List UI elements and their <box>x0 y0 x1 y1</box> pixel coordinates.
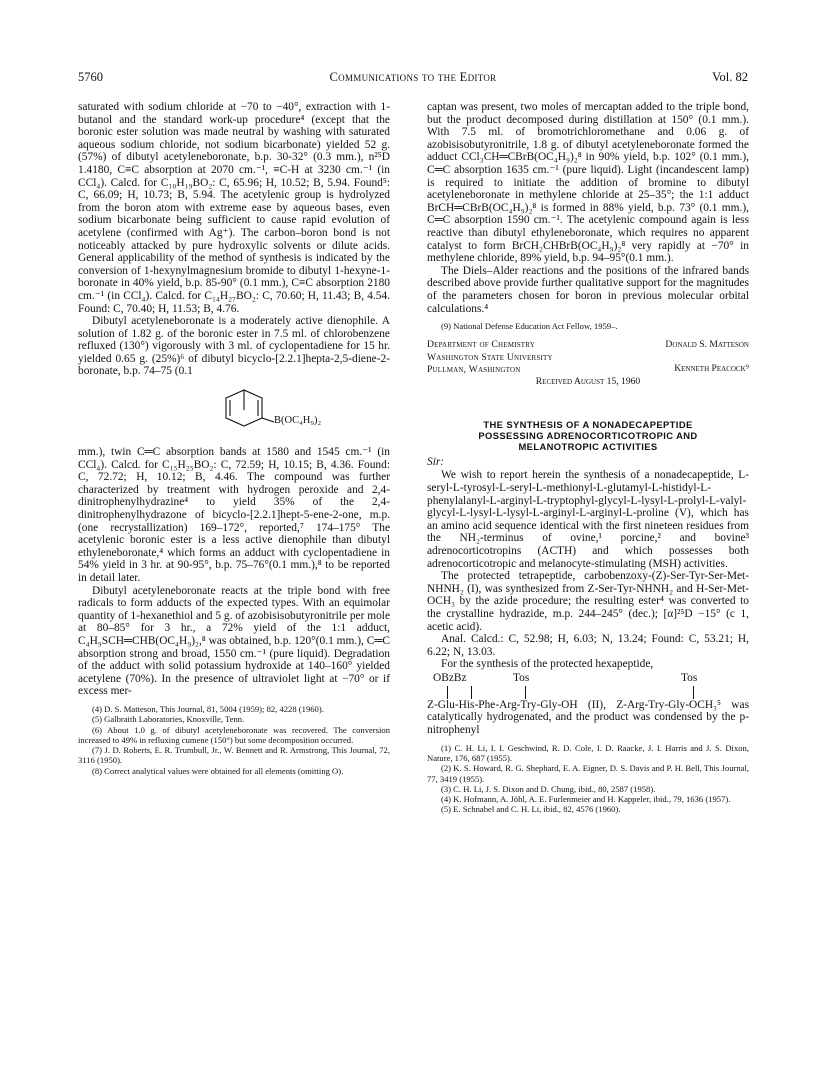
bond-line <box>447 686 448 699</box>
page-number: 5760 <box>78 70 103 84</box>
volume-label: Vol. 82 <box>712 70 748 84</box>
author-name: Kenneth Peacock⁹ <box>674 363 749 375</box>
footnote: (8) Correct analytical values were obtained for all elements (omitting O). <box>92 765 344 776</box>
footnote: (1) C. H. Li, I. I. Geschwind, R. D. Cole, I. D. Raacke, J. I. Harris and J. S. Dixon, Nature, 176, 687 (1955). <box>427 742 749 763</box>
paragraph: We wish to report herein the synthesis of a nonadecapeptide, L-seryl-L-tyrosyl-L-seryl-L-methionyl-L-glutamyl-L-histidyl-L-phenylalanyl-L-arginyl-L-tryptophyl-glycyl-L-lysyl-L-prolyl-L-valyl-glycyl-L-lysyl-L-lysyl-L-arginyl-L-arginyl-L-proline (V), which has an amino acid sequence identical with the first nineteen residues from the NH₂-terminus of ovine,¹ porcine,² and bovine³ adrenocorticotropins (ACTH) and which possesses both adrenocorticotropic and melanocyte-stimulating (MSH) activities. <box>427 469 749 570</box>
protecting-group-label: Tos <box>513 671 530 684</box>
author-affiliation <box>427 339 749 395</box>
received-date: Received August 15, 1960 <box>535 376 641 388</box>
article-title: THE SYNTHESIS OF A NONADECAPEPTIDE POSSESSING ADRENOCORTICOTROPIC AND MELANOTROPIC ACTIVITIES <box>478 419 698 453</box>
paragraph: saturated with sodium chloride at −70 to −40°, extraction with 1-butanol and the standard work-up procedure⁴ (except that the boronic ester solution was made neutral by washing with saturated aqueous sodium chloride, not sodium bicarbonate) yielded 52 g. (57%) of dibutyl acetyleneboronate, b.p. 30-32° (0.3 mm.), n²⁵D 1.4180, C≡C absorption at 2070 cm.⁻¹, ≡C-H at 3230 cm.⁻¹ (in CCl₄). Calcd. for C₁₀H₁₉BO₂: C, 65.96; H, 10.52; B, 5.94. Found⁵: C, 66.09; H, 10.73; B, 5.94. The acetylenic group is hydrolyzed from the boron atom with extreme ease by aqueous bases, even sodium bicarbonate being sufficient to cause rapid evolution of acetylene (confirmed with Ag⁺). The carbon–boron bond is not noticeably attacked by pure hydroxylic solvents or dilute acids. General applicability of the method of synthesis is indicated by the conversion of 1-hexynylmagnesium bromide to dibutyl 1-hexyne-1-boronate in 40% yield, b.p. 85-90° (0.1 mm.), C≡C absorption 2180 cm.⁻¹ (in CCl₄). Calcd. for C₁₄H₂₇BO₂: C, 70.60; H, 11.43; B, 4.54. Found: C, 70.40; H, 11.53; B, 4.76. <box>78 101 390 315</box>
bond-line <box>525 686 526 699</box>
footnote: (4) K. Hofmann, A. Jöhl, A. E. Furlenmeier and H. Kappeler, ibid., 79, 1636 (1957). <box>441 794 731 805</box>
salutation: Sir: <box>427 456 445 469</box>
footnote: (4) D. S. Matteson, This Journal, 81, 5004 (1959); 82, 4228 (1960). <box>92 703 324 714</box>
paragraph: For the synthesis of the protected hexapeptide, <box>441 658 654 671</box>
running-title: Communications to the Editor <box>329 70 497 84</box>
footnote: (5) Galbraith Laboratories, Knoxville, Tenn. <box>92 714 245 725</box>
right-column <box>427 101 749 815</box>
footnote: (5) E. Schnabel and C. H. Li, ibid., 82, 4576 (1960). <box>441 804 621 815</box>
chemical-structure <box>78 382 390 444</box>
protecting-group-label: OBzBz <box>433 671 467 684</box>
left-column <box>78 101 390 776</box>
paragraph: The Diels–Alder reactions and the positions of the infrared bands described above provide further qualitative support for the magnitudes of the parameters chosen for boron in previous molecular orbital calculations.⁴ <box>427 264 749 315</box>
protecting-group-label: Tos <box>681 671 698 684</box>
page-header <box>78 70 748 86</box>
author-name: Donald S. Matteson <box>665 339 749 351</box>
footnote: (7) J. D. Roberts, E. R. Trumbull, Jr., W. Bennett and R. Armstrong, This Journal, 72, 3116 (1950). <box>78 745 390 766</box>
footnote: (9) National Defense Education Act Fellow, 1959–. <box>441 321 618 332</box>
paragraph: Z-Glu-His-Phe-Arg-Try-Gly-OH (II), Z-Arg-Try-Gly-OCH₃⁵ was catalytically hydrogenated, and the product was condensed by the p-nitrophenyl <box>427 698 749 737</box>
footnote: (2) K. S. Howard, R. G. Shephard, E. A. Eigner, D. S. Davis and P. H. Bell, This Journal, 77, 3419 (1955). <box>427 763 749 784</box>
paragraph: captan was present, two moles of mercaptan added to the triple bond, but the product decomposed during distillation at 150° (0.1 mm.). With 7.5 ml. of bromotrichloromethane and 0.06 g. of azobisisobutyronitrile, 1.8 g. of dibutyl acetyleneboronate formed the adduct CCl₃CH═CBrB(OC₄H₉)₂⁸ in 90% yield, b.p. 102° (0.1 mm.), C═C absorption 1635 cm.⁻¹ (pure liquid). Light (incandescent lamp) is required to initiate the addition of bromine to dibutyl acetyleneboronate in methylene chloride at 25–35°; the 1:1 adduct BrCH═CBrB(OC₄H₉)₂⁸ is formed in 88% yield, b.p. 73° (0.1 mm.), C═C absorption 1590 cm.⁻¹. The acetylenic compound again is less reactive than dibutyl ethyleneboronate, which requires no apparent catalyst to form BrCH₂CHBrB(OC₄H₉)₂⁸ very rapidly at −70° in methylene chloride, 89% yield, b.p. 94–95°(0.1 mm.). <box>427 101 749 265</box>
peptide-protecting-groups <box>427 671 749 699</box>
structure-substituent: B(OC₄H₉)₂ <box>274 415 322 427</box>
paragraph: The protected tetrapeptide, carbobenzoxy-(Z)-Ser-Tyr-Ser-Met-NHNH₂ (I), was synthesized from Z-Ser-Tyr-NHNH₂ and H-Ser-Met-OCH₃ by the azide procedure; the resulting ester⁴ was converted to the crystalline hydrazide, m.p. 244–245° (dec.); [α]²⁵D −15° (c 1, acetic acid). <box>427 570 749 633</box>
bond-line <box>693 686 694 699</box>
footnote: (6) About 1.0 g. of dibutyl acetyleneboronate was recovered. The conversion increased to 49% in refluxing cumene (150°) but some decomposition occurred. <box>78 724 390 745</box>
paragraph: mm.), twin C═C absorption bands at 1580 and 1545 cm.⁻¹ (in CCl₄). Calcd. for C₁₅H₂₅BO₂: C, 72.59; H, 10.15; B, 4.36. Found: C, 72.72; H, 10.12; B, 4.46. The compound was further characterized by treatment with hydrogen peroxide and 2,4-dinitrophenylhydrazine⁴ to yield 35% of the 2,4-dinitrophenylhydrazone of bicyclo-[2.2.1]hept-5-ene-2-one, m.p. (one recrystallization) 169–172°, reported,⁷ 174–175° The acetylenic boronic ester is a less active dienophile than dibutyl ethyleneboronate,⁴ which forms an adduct with cyclopentadiene in 54% yield in 3 hr. at 90-95°, b.p. 75–76°(0.1 mm.),⁸ to be reported in detail later. <box>78 446 390 584</box>
footnote: (3) C. H. Li, J. S. Dixon and D. Chung, ibid., 80, 2587 (1958). <box>441 783 656 794</box>
bicycloheptadiene-structure <box>214 384 274 432</box>
department: Department of Chemistry Washington State University Pullman, Washington <box>427 339 553 376</box>
analysis-line: Anal. Calcd.: C, 52.98; H, 6.03; N, 13.24; Found: C, 53.21; H, 6.22; N, 13.03. <box>427 633 749 658</box>
paragraph: Dibutyl acetyleneboronate is a moderately active dienophile. A solution of 1.82 g. of the boronic ester in 7.5 ml. of chlorobenzene refluxed (130°) vigorously with 3 ml. of cyclopentadiene for 15 hr. yielded 0.65 g. (25%)⁶ of dibutyl bicyclo-[2.2.1]hepta-2,5-diene-2-boronate, b.p. 74–75 (0.1 <box>78 315 390 378</box>
bond-line <box>471 686 472 699</box>
paragraph: Dibutyl acetyleneboronate reacts at the triple bond with free radicals to form adducts of the expected types. With an equimolar quantity of 1-hexanethiol and 5 g. of azobisisobutyronitrile per mole at 80–85° for 3 hr., a 72% yield of the 1:1 adduct, C₄H₉SCH═CHB(OC₄H₉)₂,⁸ was obtained, b.p. 120°(0.1 mm.), C═C absorption strong and broad, 1550 cm.⁻¹ (pure liquid). Degradation of the adduct with solid potassium hydroxide at 140–160° yielded acetylene (70%). In the presence of ultraviolet light at −70° or if excess mer- <box>78 584 390 698</box>
